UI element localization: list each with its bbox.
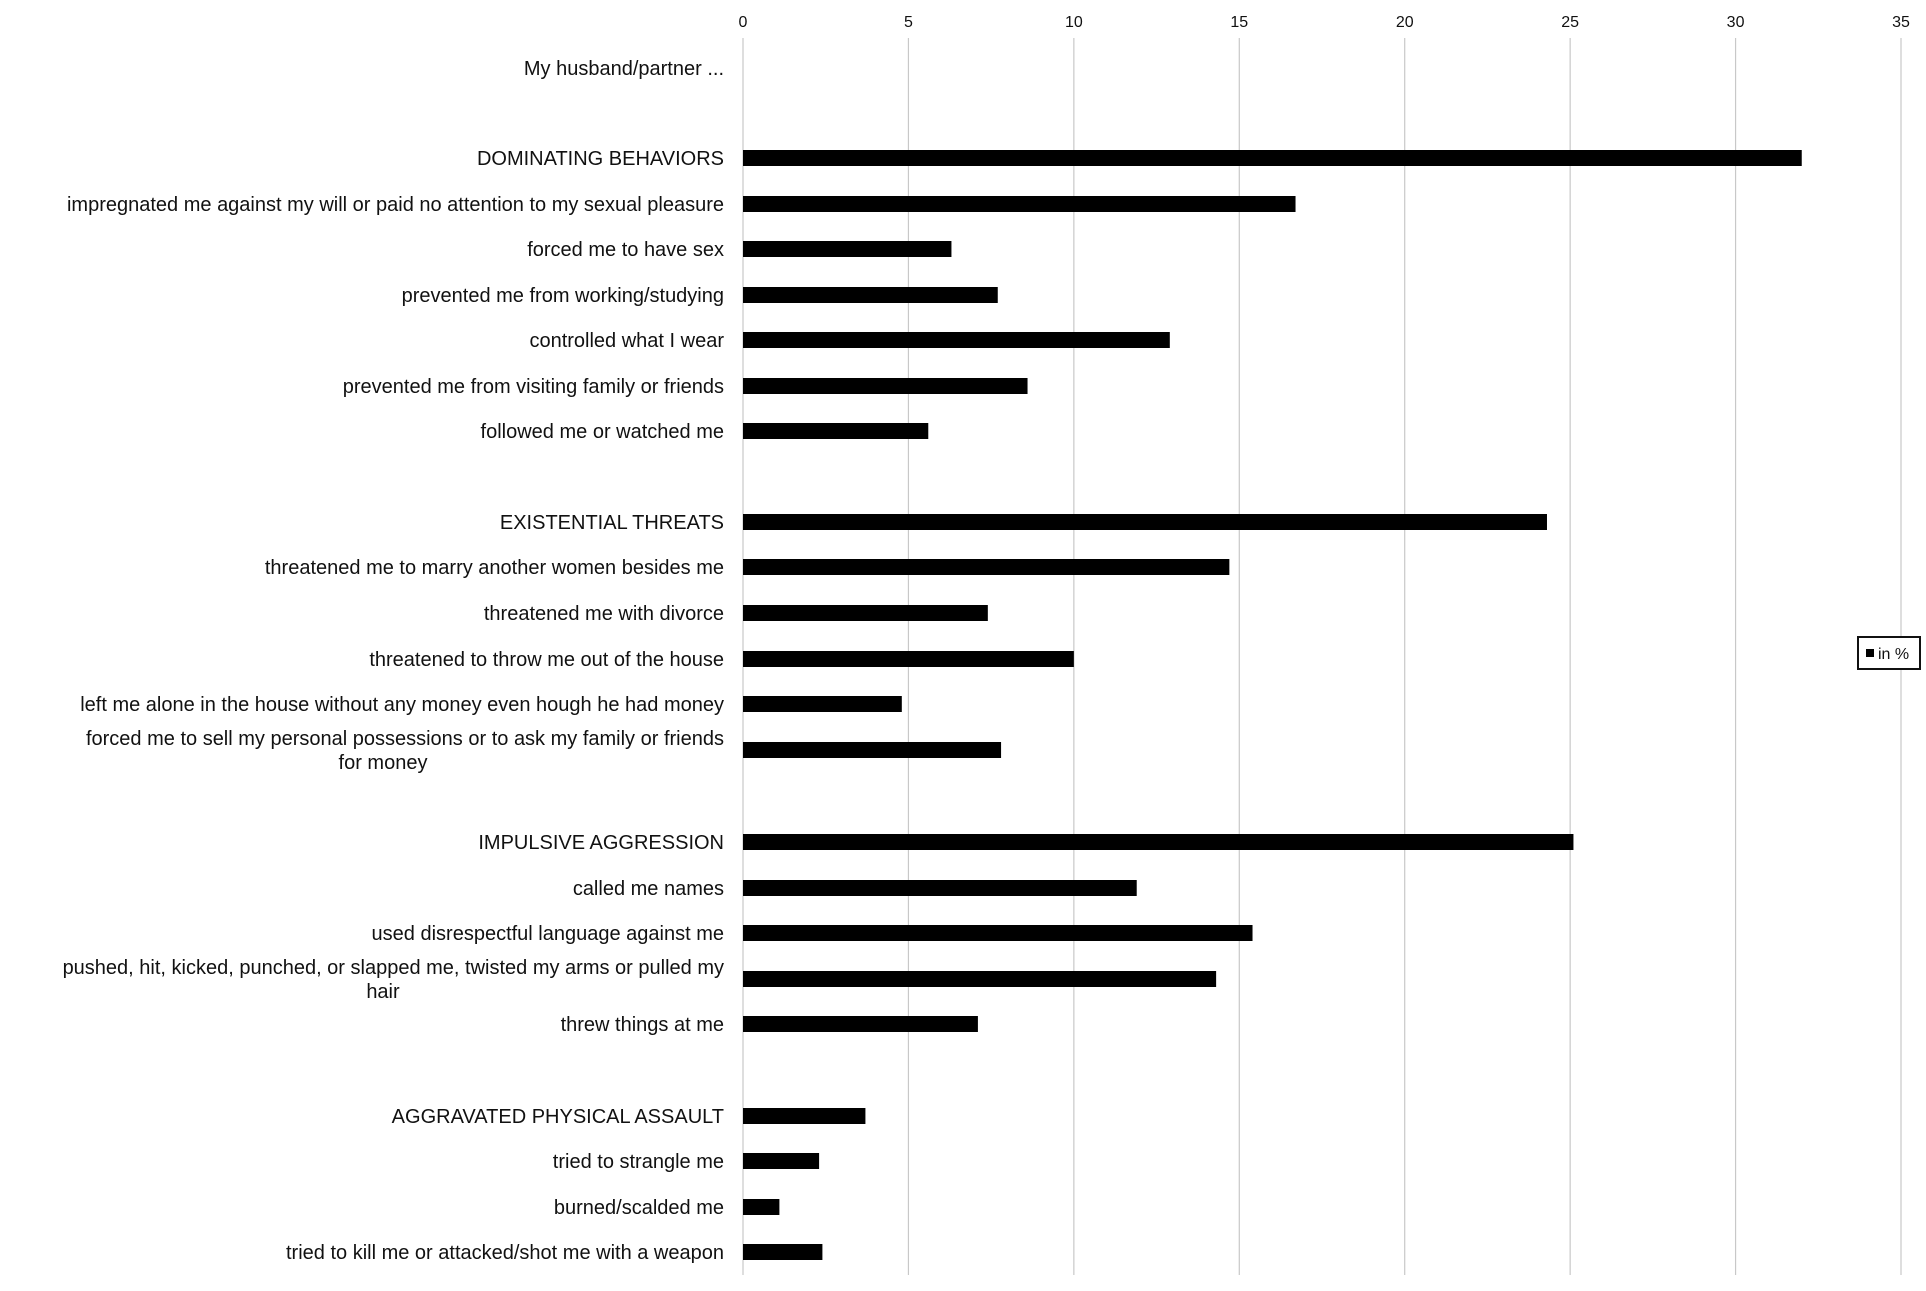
category-label: forced me to have sex [527,239,724,261]
bar [743,1016,978,1032]
x-tick-label: 5 [903,14,913,31]
bar [743,971,1216,987]
bar [743,880,1137,896]
bar [743,150,1802,166]
x-tick-label: 30 [1726,14,1745,31]
bar [743,1244,822,1260]
bar [743,925,1253,941]
bar [743,1108,865,1124]
bar [743,423,928,439]
bar [743,196,1296,212]
category-label: EXISTENTIAL THREATS [499,512,724,534]
bar [743,1153,819,1169]
bar [743,1199,779,1215]
bar [743,742,1001,758]
x-tick-label: 25 [1561,14,1580,31]
bar [743,559,1229,575]
bar [743,514,1547,530]
x-tick-label: 35 [1892,14,1910,31]
legend [1858,637,1920,669]
category-label: used disrespectful language against me [371,923,724,945]
category-label: IMPULSIVE AGGRESSION [478,832,724,854]
bar [743,605,988,621]
category-label: impregnated me against my will or paid no attention to my sexual pleasure [66,194,724,216]
legend-swatch [1866,649,1874,657]
category-labels [63,148,725,1264]
category-label: followed me or watched me [480,421,724,443]
category-label: forced me to sell my personal possessions or to ask my family or friends for money [85,728,724,774]
category-label: threatened me to marry another women besides me [264,557,724,579]
x-tick-label: 15 [1230,14,1249,31]
bar [743,241,951,257]
x-tick-label: 20 [1395,14,1414,31]
category-label: called me names [572,878,724,900]
category-label: prevented me from working/studying [401,285,724,307]
category-label: pushed, hit, kicked, punched, or slapped me, twisted my arms or pulled my hair [62,957,724,1003]
bar [743,696,902,712]
category-label: tried to kill me or attacked/shot me with a weapon [286,1242,724,1264]
category-label: threw things at me [560,1014,724,1036]
category-label: AGGRAVATED PHYSICAL ASSAULT [391,1106,724,1128]
bar [743,287,998,303]
category-label: controlled what I wear [529,330,724,352]
bars [743,150,1802,1260]
category-label: threatened to throw me out of the house [369,649,724,671]
x-tick-label: 0 [738,14,748,31]
category-label: DOMINATING BEHAVIORS [476,148,724,170]
bar [743,834,1573,850]
legend-label: in % [1878,646,1910,663]
header-label: My husband/partner ... [523,58,724,80]
category-label: prevented me from visiting family or friends [342,376,724,398]
category-label: burned/scalded me [553,1197,724,1219]
bar [743,332,1170,348]
bar [743,651,1074,667]
category-label: threatened me with divorce [483,603,724,625]
x-axis-ticks [739,14,1910,31]
category-label: left me alone in the house without any money even hough he had money [80,694,724,716]
bar [743,378,1028,394]
x-tick-label: 10 [1064,14,1083,31]
category-label: tried to strangle me [552,1151,724,1173]
